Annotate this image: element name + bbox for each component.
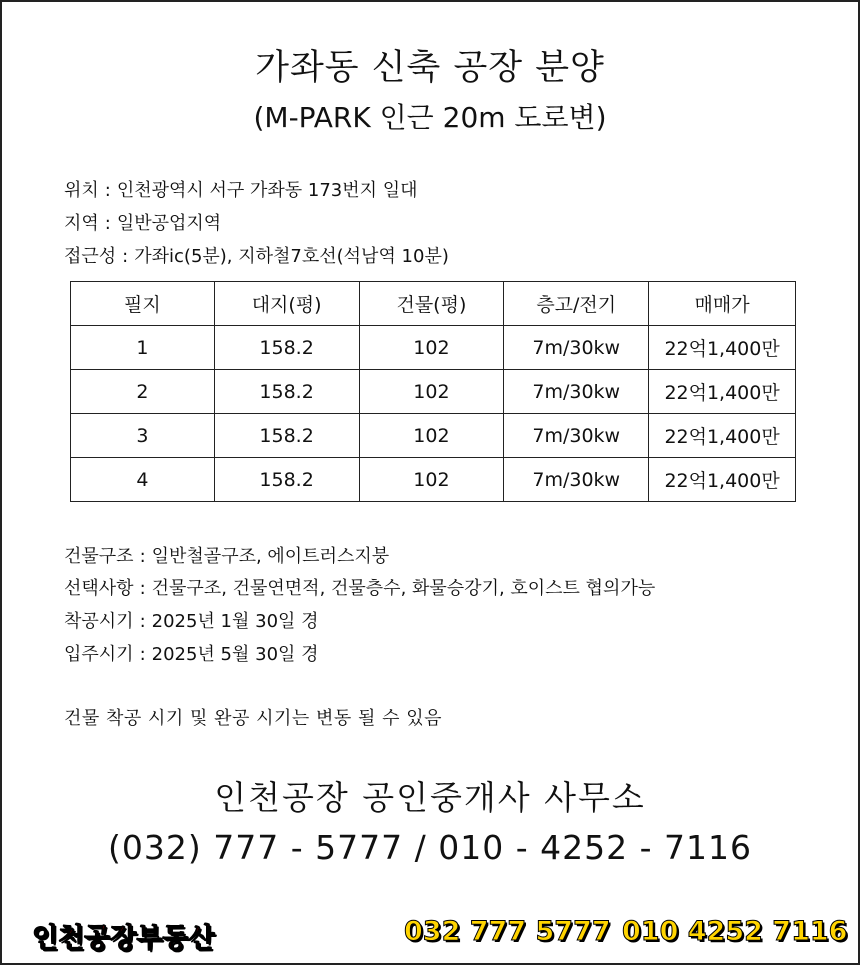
lot-table xyxy=(70,281,796,502)
office-name: 인천공장 공인중개사 사무소 xyxy=(214,778,646,817)
info-zone-value: 일반공업지역 xyxy=(116,213,222,234)
detail-move-in: 입주시기 : 2025년 5월 30일 경 xyxy=(64,644,319,665)
cell-height-power: 7m/30kw xyxy=(504,370,649,414)
header-price: 매매가 xyxy=(649,282,796,326)
cell-price: 22억1,400만 xyxy=(649,458,796,502)
cell-land-area: 158.2 xyxy=(214,326,359,370)
header-building-area: 건물(평) xyxy=(359,282,504,326)
page-title: 가좌동 신축 공장 분양 xyxy=(255,48,605,88)
detail-structure-label: 건물구조 xyxy=(64,546,134,567)
table-row xyxy=(71,370,796,414)
cell-height-power: 7m/30kw xyxy=(504,414,649,458)
detail-construction-start-label: 착공시기 xyxy=(64,611,134,632)
detail-structure-value: 일반철골구조, 에이트러스지붕 xyxy=(151,546,390,567)
cell-lot: 1 xyxy=(71,326,215,370)
info-zone: 지역 : 일반공업지역 xyxy=(64,213,222,234)
info-access-label: 접근성 xyxy=(64,246,117,267)
info-location-label: 위치 xyxy=(64,180,99,201)
cell-building-area: 102 xyxy=(359,414,504,458)
table-row xyxy=(71,326,796,370)
detail-options: 선택사항 : 건물구조, 건물연면적, 건물층수, 화물승강기, 호이스트 협의가능 xyxy=(64,578,656,599)
info-location-value: 인천광역시 서구 가좌동 173번지 일대 xyxy=(116,180,418,201)
info-zone-label: 지역 xyxy=(64,213,99,234)
schedule-notice: 건물 착공 시기 및 완공 시기는 변동 될 수 있음 xyxy=(64,708,442,729)
info-access: 접근성 : 가좌ic(5분), 지하철7호선(석남역 10분) xyxy=(64,246,449,267)
cell-price: 22억1,400만 xyxy=(649,326,796,370)
header-height-power: 층고/전기 xyxy=(504,282,649,326)
header-lot: 필지 xyxy=(71,282,215,326)
header-land-area: 대지(평) xyxy=(214,282,359,326)
info-location: 위치 : 인천광역시 서구 가좌동 173번지 일대 xyxy=(64,180,418,201)
cell-land-area: 158.2 xyxy=(214,370,359,414)
office-phone-numbers: (032) 777 - 5777 / 010 - 4252 - 7116 xyxy=(108,828,752,867)
hotline-mobile: 010 4252 7116 xyxy=(622,916,848,947)
cell-building-area: 102 xyxy=(359,458,504,502)
cell-lot: 4 xyxy=(71,458,215,502)
cell-building-area: 102 xyxy=(359,370,504,414)
page-subtitle: (M-PARK 인근 20m 도로변) xyxy=(253,101,607,134)
cell-building-area: 102 xyxy=(359,326,504,370)
detail-construction-start: 착공시기 : 2025년 1월 30일 경 xyxy=(64,611,319,632)
table-row xyxy=(71,414,796,458)
cell-lot: 2 xyxy=(71,370,215,414)
info-access-value: 가좌ic(5분), 지하철7호선(석남역 10분) xyxy=(134,246,449,267)
table-header-row xyxy=(71,282,796,326)
detail-structure: 건물구조 : 일반철골구조, 에이트러스지붕 xyxy=(64,546,390,567)
table-row xyxy=(71,458,796,502)
cell-lot: 3 xyxy=(71,414,215,458)
detail-options-value: 건물구조, 건물연면적, 건물층수, 화물승강기, 호이스트 협의가능 xyxy=(151,578,656,599)
cell-height-power: 7m/30kw xyxy=(504,326,649,370)
detail-move-in-value: 2025년 5월 30일 경 xyxy=(151,644,319,665)
detail-move-in-label: 입주시기 xyxy=(64,644,134,665)
cell-height-power: 7m/30kw xyxy=(504,458,649,502)
cell-price: 22억1,400만 xyxy=(649,370,796,414)
hotline-landline: 032 777 5777 xyxy=(404,916,611,947)
brand-name: 인천공장부동산 xyxy=(32,923,215,954)
detail-construction-start-value: 2025년 1월 30일 경 xyxy=(151,611,319,632)
cell-land-area: 158.2 xyxy=(214,414,359,458)
cell-land-area: 158.2 xyxy=(214,458,359,502)
detail-options-label: 선택사항 xyxy=(64,578,134,599)
cell-price: 22억1,400만 xyxy=(649,414,796,458)
